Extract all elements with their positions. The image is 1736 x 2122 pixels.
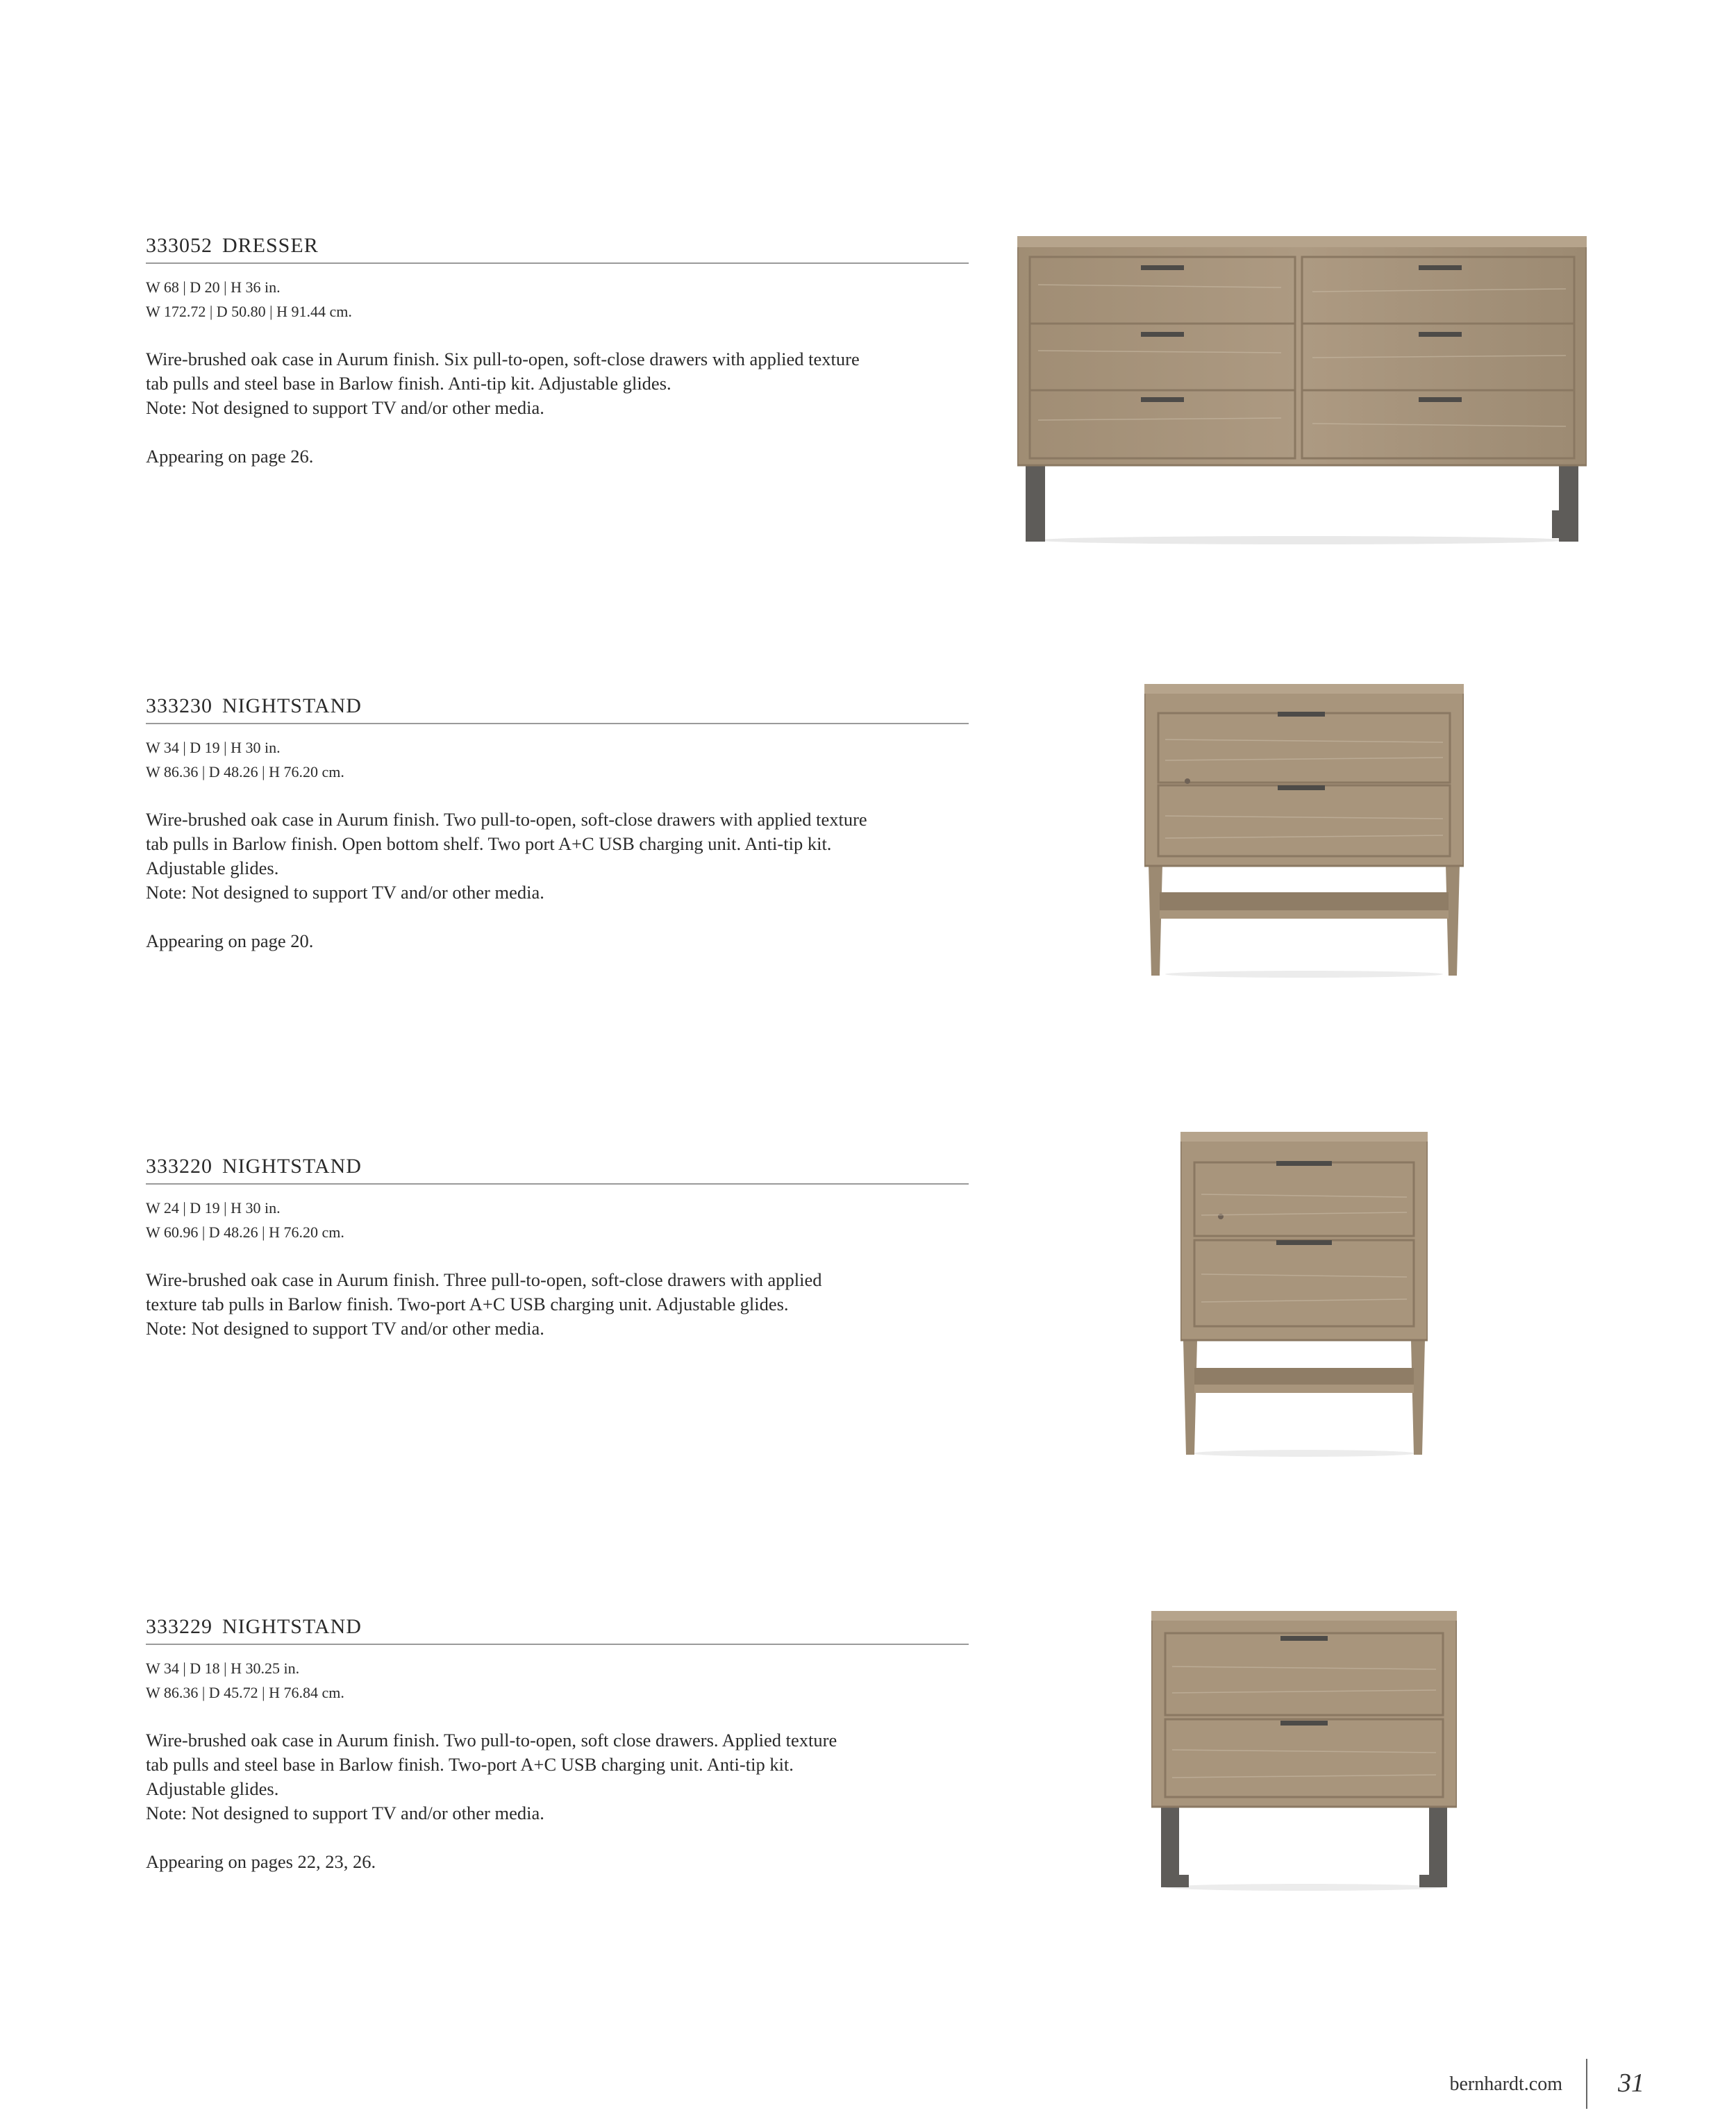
- product-dimensions: [146, 1196, 969, 1244]
- dimensions-inches: W 24 | D 19 | H 30 in.: [146, 1199, 281, 1217]
- description-line: Note: Not designed to support TV and/or other media.: [146, 397, 544, 418]
- product-heading: [146, 694, 969, 724]
- nightstand-333230-photo: [1144, 684, 1464, 979]
- product-heading: [146, 1615, 969, 1645]
- dresser-photo: [1017, 236, 1587, 545]
- product-description: [146, 347, 969, 420]
- dimensions-cm: W 60.96 | D 48.26 | H 76.20 cm.: [146, 1223, 344, 1241]
- product-dimensions: [146, 735, 969, 784]
- dimensions-cm: W 86.36 | D 48.26 | H 76.20 cm.: [146, 763, 344, 780]
- description-line: texture tab pulls in Barlow finish. Two-port A+C USB charging unit. Adjustable glides.: [146, 1294, 789, 1314]
- description-line: Wire-brushed oak case in Aurum finish. Two pull-to-open, soft-close drawers with applied texture: [146, 809, 867, 830]
- description-line: tab pulls and steel base in Barlow finish. Anti-tip kit. Adjustable glides.: [146, 373, 671, 394]
- description-line: Adjustable glides.: [146, 858, 279, 878]
- product-333229: [146, 1615, 969, 1874]
- product-333220: [146, 1155, 969, 1341]
- product-code: 333230: [146, 694, 212, 717]
- description-line: Wire-brushed oak case in Aurum finish. Three pull-to-open, soft-close drawers with applied: [146, 1269, 822, 1290]
- dimensions-inches: W 34 | D 19 | H 30 in.: [146, 739, 281, 756]
- product-description: [146, 1728, 969, 1826]
- product-dimensions: [146, 1656, 969, 1705]
- product-description: [146, 808, 969, 905]
- dimensions-inches: W 68 | D 20 | H 36 in.: [146, 278, 281, 296]
- product-code: 333229: [146, 1615, 212, 1638]
- description-line: Note: Not designed to support TV and/or other media.: [146, 1803, 544, 1823]
- description-line: Wire-brushed oak case in Aurum finish. Six pull-to-open, soft-close drawers with applied texture: [146, 349, 860, 369]
- product-name: NIGHTSTAND: [222, 1615, 362, 1638]
- appearing-on-page: Appearing on pages 22, 23, 26.: [146, 1851, 376, 1872]
- product-heading: [146, 234, 969, 264]
- description-line: Adjustable glides.: [146, 1778, 279, 1799]
- product-name: NIGHTSTAND: [222, 694, 362, 717]
- product-code: 333052: [146, 234, 212, 257]
- description-line: tab pulls in Barlow finish. Open bottom shelf. Two port A+C USB charging unit. Anti-tip kit.: [146, 833, 832, 854]
- nightstand-333229-photo: [1151, 1611, 1457, 1892]
- description-line: Wire-brushed oak case in Aurum finish. Two pull-to-open, soft close drawers. Applied texture: [146, 1730, 837, 1751]
- description-line: Note: Not designed to support TV and/or other media.: [146, 882, 544, 903]
- dimensions-inches: W 34 | D 18 | H 30.25 in.: [146, 1660, 300, 1677]
- dimensions-cm: W 172.72 | D 50.80 | H 91.44 cm.: [146, 303, 352, 320]
- product-dimensions: [146, 275, 969, 324]
- appearing-on-page: Appearing on page 26.: [146, 446, 314, 467]
- product-name: DRESSER: [222, 234, 319, 257]
- page-number: 31: [1618, 2069, 1644, 2098]
- description-line: tab pulls and steel base in Barlow finish. Two-port A+C USB charging unit. Anti-tip kit.: [146, 1754, 794, 1775]
- product-description: [146, 1268, 969, 1341]
- product-333230: [146, 694, 969, 953]
- product-code: 333220: [146, 1155, 212, 1178]
- nightstand-333220-photo: [1180, 1132, 1428, 1458]
- footer-website[interactable]: bernhardt.com: [1449, 2073, 1562, 2095]
- description-line: Note: Not designed to support TV and/or other media.: [146, 1318, 544, 1339]
- product-333052: [146, 234, 969, 469]
- dimensions-cm: W 86.36 | D 45.72 | H 76.84 cm.: [146, 1684, 344, 1701]
- product-heading: [146, 1155, 969, 1185]
- appearing-on-page: Appearing on page 20.: [146, 930, 314, 951]
- footer-divider: [1586, 2059, 1587, 2109]
- product-name: NIGHTSTAND: [222, 1155, 362, 1178]
